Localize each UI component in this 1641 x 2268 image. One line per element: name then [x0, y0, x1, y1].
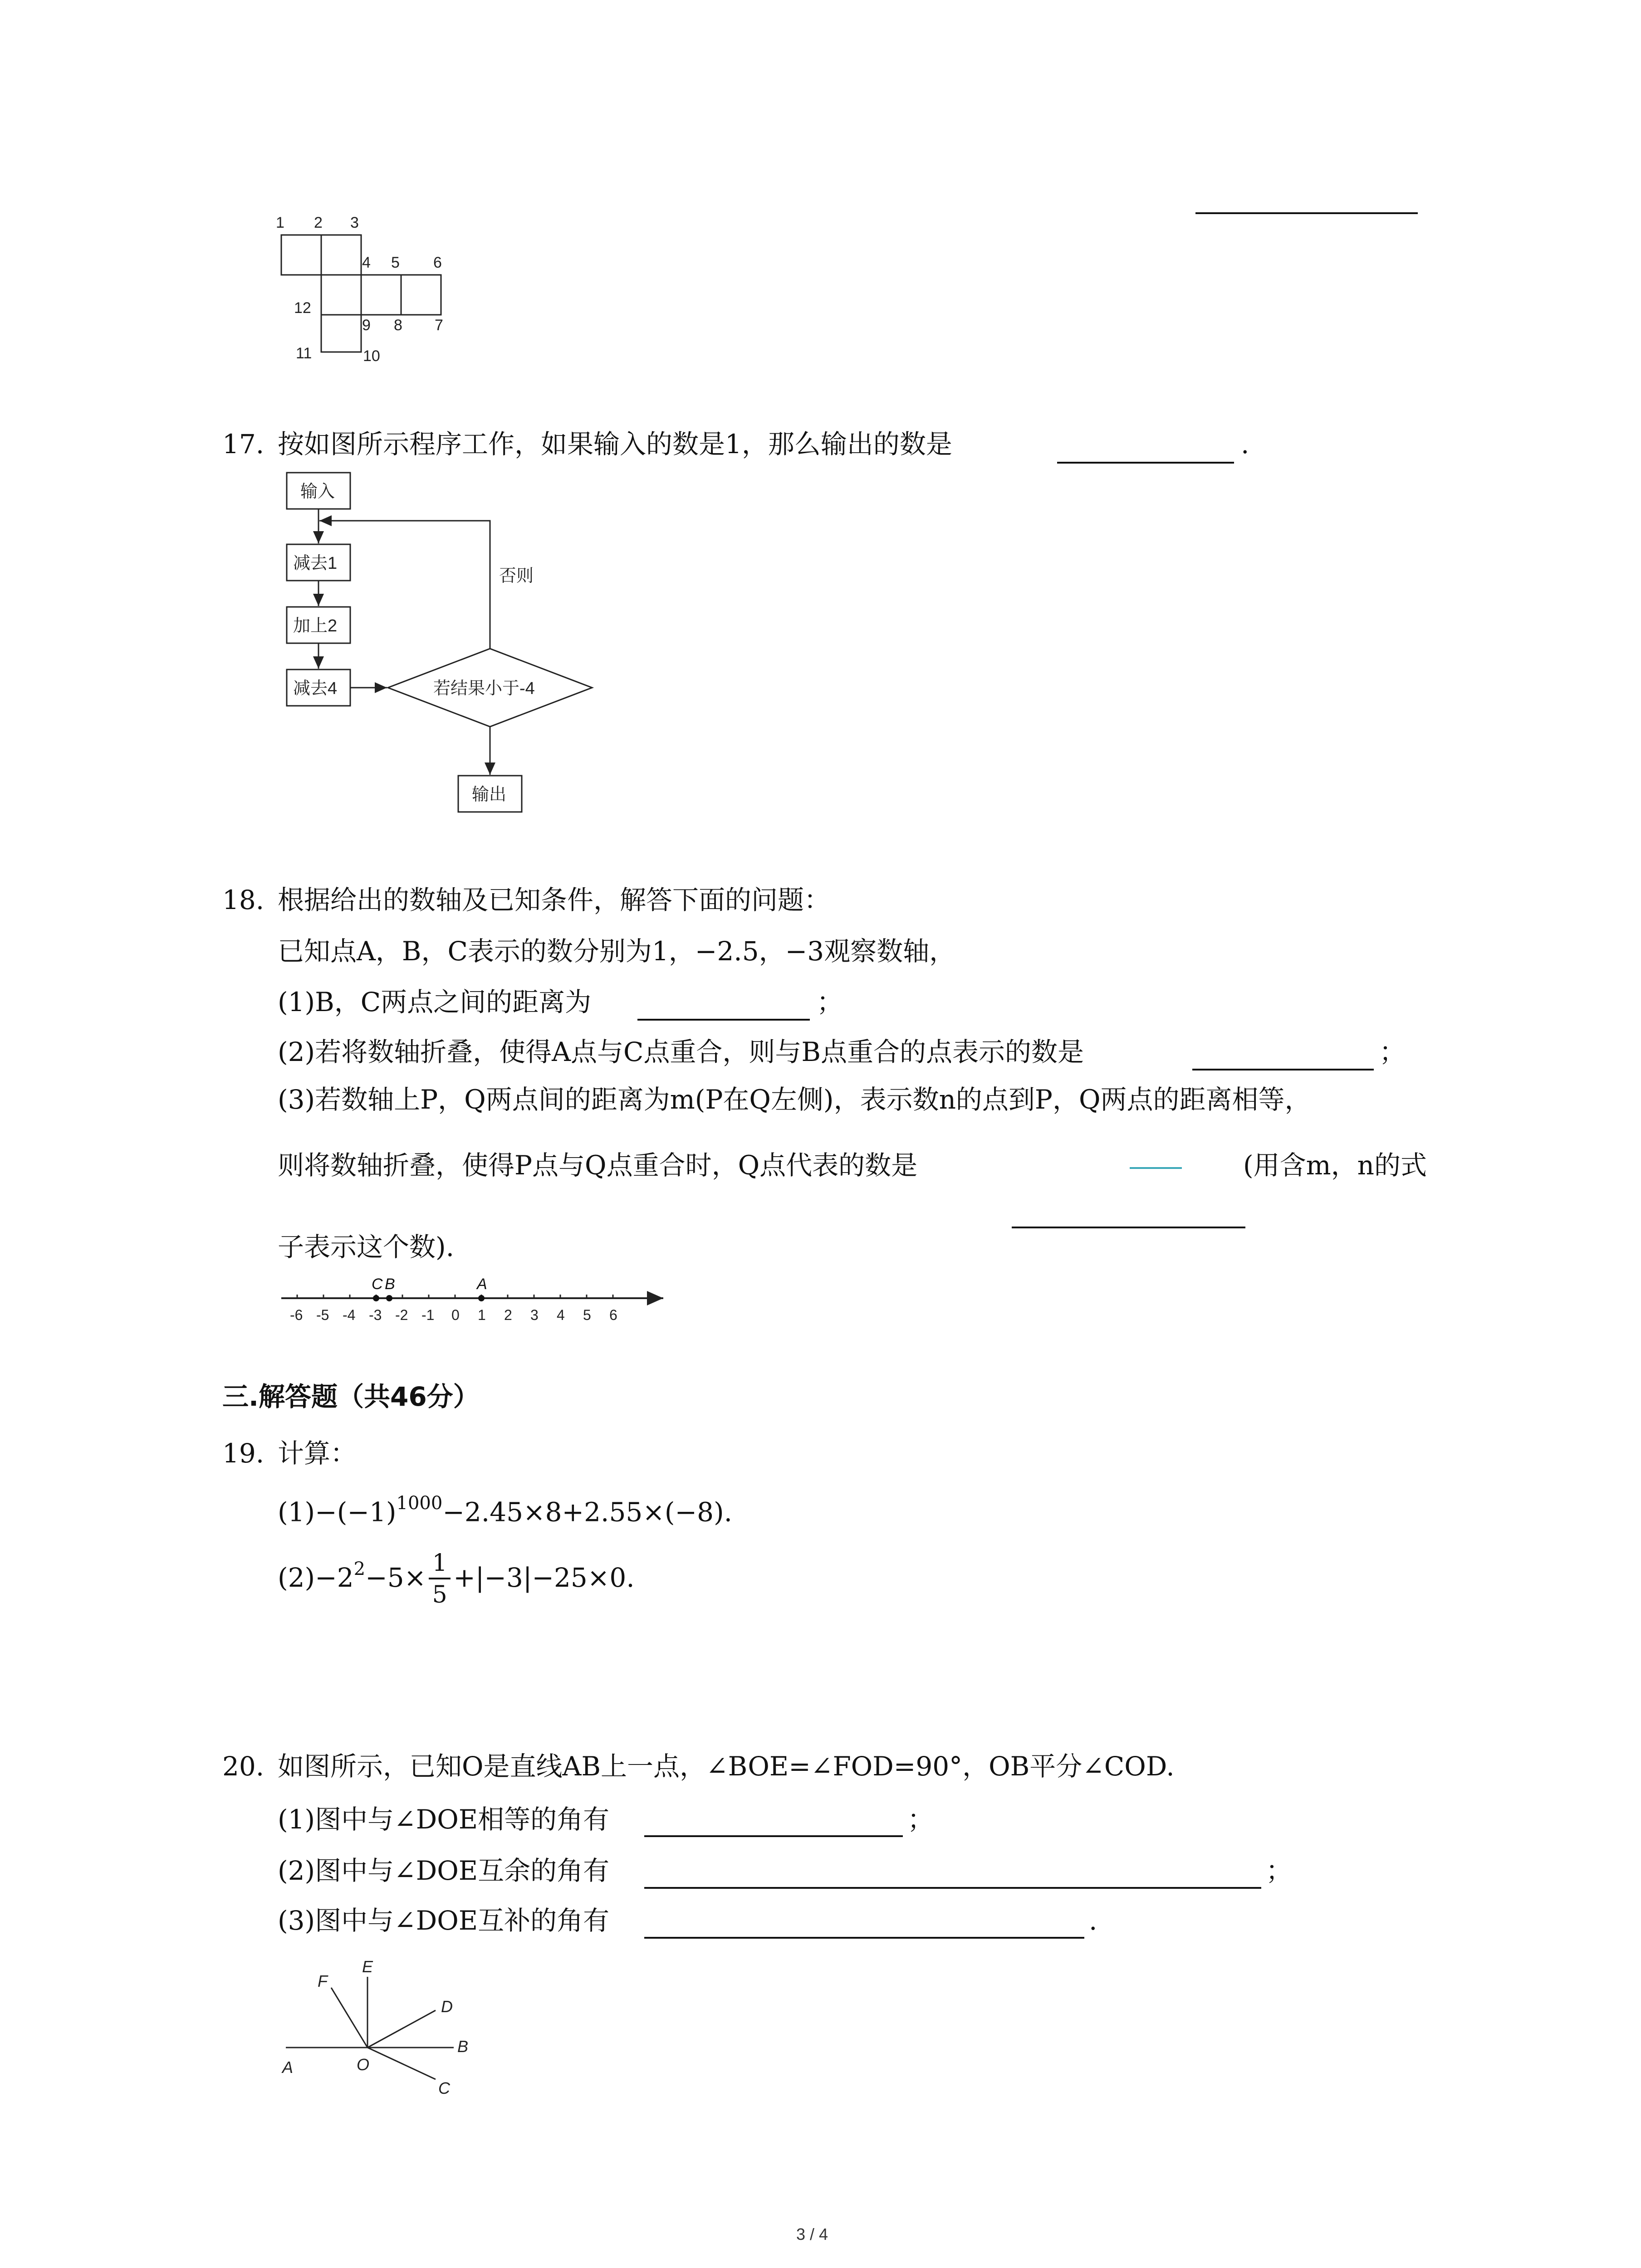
q18-part3-line2: 则将数轴折叠，使得P点与Q点重合时，Q点代表的数是 — [278, 1150, 918, 1181]
axis-tick-label: 1 — [478, 1307, 486, 1323]
axis-tick-label: -5 — [316, 1307, 329, 1323]
q19-expr2-mid: −5× — [365, 1562, 426, 1593]
angle-label-F: F — [318, 1972, 328, 1990]
q18-part3-line3: 子表示这个数). — [278, 1232, 455, 1262]
net-label: 10 — [363, 347, 380, 365]
q18-part3: (3)若数轴上P，Q两点间的距离为m(P在Q左侧)，表示数n的点到P，Q两点的距离相等， — [278, 1084, 1311, 1115]
q20-number: 20. — [222, 1751, 265, 1782]
q18-number: 18. — [222, 885, 265, 915]
axis-point-label-A: A — [477, 1276, 487, 1293]
axis-tick-label: 2 — [504, 1307, 512, 1323]
page-number: 3 / 4 — [796, 2225, 828, 2244]
q19-expr1-base: (1)−(−1) — [278, 1496, 397, 1528]
q17-text: 按如图所示程序工作，如果输入的数是1，那么输出的数是 — [278, 429, 952, 459]
axis-tick-label: -6 — [290, 1307, 303, 1323]
net-label: 11 — [296, 345, 312, 362]
q20-part2-end: ； — [1266, 1855, 1293, 1886]
q18-part2-blank — [1192, 1069, 1374, 1070]
q20-part3-end: . — [1089, 1905, 1097, 1936]
q20-part1: (1)图中与∠DOE相等的角有 — [278, 1804, 610, 1835]
net-label: 12 — [294, 299, 311, 317]
axis-tick-label: 0 — [451, 1307, 460, 1323]
q19-text: 计算： — [278, 1438, 357, 1469]
axis-point-A — [478, 1295, 485, 1301]
q17-flowchart — [272, 467, 617, 830]
section-3-title: 三.解答题（共46分） — [222, 1381, 480, 1412]
flow-add2-label: 加上2 — [293, 616, 338, 635]
q18-part1-blank — [637, 1019, 810, 1021]
axis-tick-label: -4 — [343, 1307, 356, 1323]
q19-fraction-numerator: 1 — [429, 1551, 451, 1579]
net-label: 7 — [435, 317, 443, 334]
axis-point-C — [373, 1295, 379, 1301]
net-label: 5 — [391, 254, 400, 271]
flow-input-label: 输入 — [300, 482, 335, 501]
q20-part1-blank — [644, 1835, 903, 1837]
q20-part3-blank — [644, 1937, 1084, 1939]
axis-tick-label: 3 — [530, 1307, 539, 1323]
angle-label-C: C — [438, 2079, 450, 2097]
q18-number-line — [272, 1266, 681, 1338]
net-label: 2 — [314, 214, 323, 231]
axis-tick-label: -3 — [369, 1307, 382, 1323]
axis-point-label-C: C — [372, 1276, 383, 1293]
q19-expr2-fraction — [429, 1551, 451, 1607]
q18-intro: 根据给出的数轴及已知条件，解答下面的问题： — [278, 885, 831, 915]
flow-sub4-label: 减去4 — [293, 679, 338, 698]
q18-part2-end: ； — [1379, 1036, 1406, 1067]
axis-tick-label: 4 — [557, 1307, 565, 1323]
q18-given: 已知点A，B，C表示的数分别为1，−2.5，−3观察数轴， — [278, 936, 956, 967]
flow-sub1-label: 减去1 — [293, 554, 338, 573]
angle-label-O: O — [357, 2055, 370, 2074]
q17-end: . — [1241, 429, 1249, 459]
q20-angle-figure — [272, 1950, 508, 2100]
q18-part3-fraction-bar — [1130, 1167, 1182, 1169]
axis-tick-label: 5 — [583, 1307, 591, 1323]
angle-label-E: E — [362, 1957, 373, 1976]
flow-output-label: 输出 — [472, 785, 507, 804]
q19-expr1 — [278, 1493, 733, 1528]
angle-label-B: B — [457, 2037, 469, 2056]
q18-part1-end: ； — [817, 987, 843, 1017]
q19-expr2-exponent: 2 — [353, 1558, 366, 1579]
net-label: 6 — [433, 254, 442, 271]
q20-part2-blank — [644, 1887, 1261, 1889]
q17-answer-blank — [1057, 462, 1234, 464]
axis-point-B — [386, 1295, 392, 1301]
angle-label-D: D — [441, 1997, 453, 2016]
angle-label-A: A — [282, 2058, 294, 2077]
q17-number: 17. — [222, 429, 265, 459]
axis-tick-label: 6 — [609, 1307, 617, 1323]
q20-part2: (2)图中与∠DOE互余的角有 — [278, 1855, 610, 1886]
net-label: 4 — [362, 254, 371, 271]
net-label: 9 — [362, 317, 371, 334]
net-label: 8 — [394, 317, 402, 334]
q20-text: 如图所示，已知O是直线AB上一点，∠BOE=∠FOD=90°，OB平分∠COD. — [278, 1751, 1175, 1782]
q19-fraction-denominator: 5 — [432, 1581, 447, 1608]
net-label: 1 — [276, 214, 284, 231]
axis-tick-label: -2 — [395, 1307, 408, 1323]
q18-part2: (2)若将数轴折叠，使得A点与C点重合，则与B点重合的点表示的数是 — [278, 1036, 1084, 1067]
q18-part3-line2-end: (用含m，n的式 — [1243, 1150, 1427, 1181]
axis-tick-label: -1 — [421, 1307, 435, 1323]
q20-part3: (3)图中与∠DOE互补的角有 — [278, 1905, 610, 1936]
q19-expr1-exponent: 1000 — [396, 1493, 443, 1514]
q19-expr1-rest: −2.45×8+2.55×(−8). — [442, 1496, 733, 1528]
q19-expr2-rest: +|−3|−25×0. — [453, 1562, 635, 1593]
q19-number: 19. — [222, 1438, 265, 1469]
q18-part1: (1)B，C两点之间的距离为 — [278, 987, 592, 1017]
net-label: 3 — [350, 214, 359, 231]
flow-condition-label: 若结果小于-4 — [433, 679, 535, 698]
q20-part1-end: ； — [907, 1804, 934, 1835]
axis-point-label-B: B — [385, 1276, 395, 1293]
q19-expr2-base: (2)−2 — [278, 1562, 354, 1593]
cube-net-figure — [272, 209, 463, 372]
q18-part3-blank — [1012, 1227, 1245, 1228]
q19-expr2 — [278, 1549, 635, 1608]
answer-blank-q16 — [1195, 212, 1418, 214]
flow-otherwise-label: 否则 — [499, 567, 534, 586]
